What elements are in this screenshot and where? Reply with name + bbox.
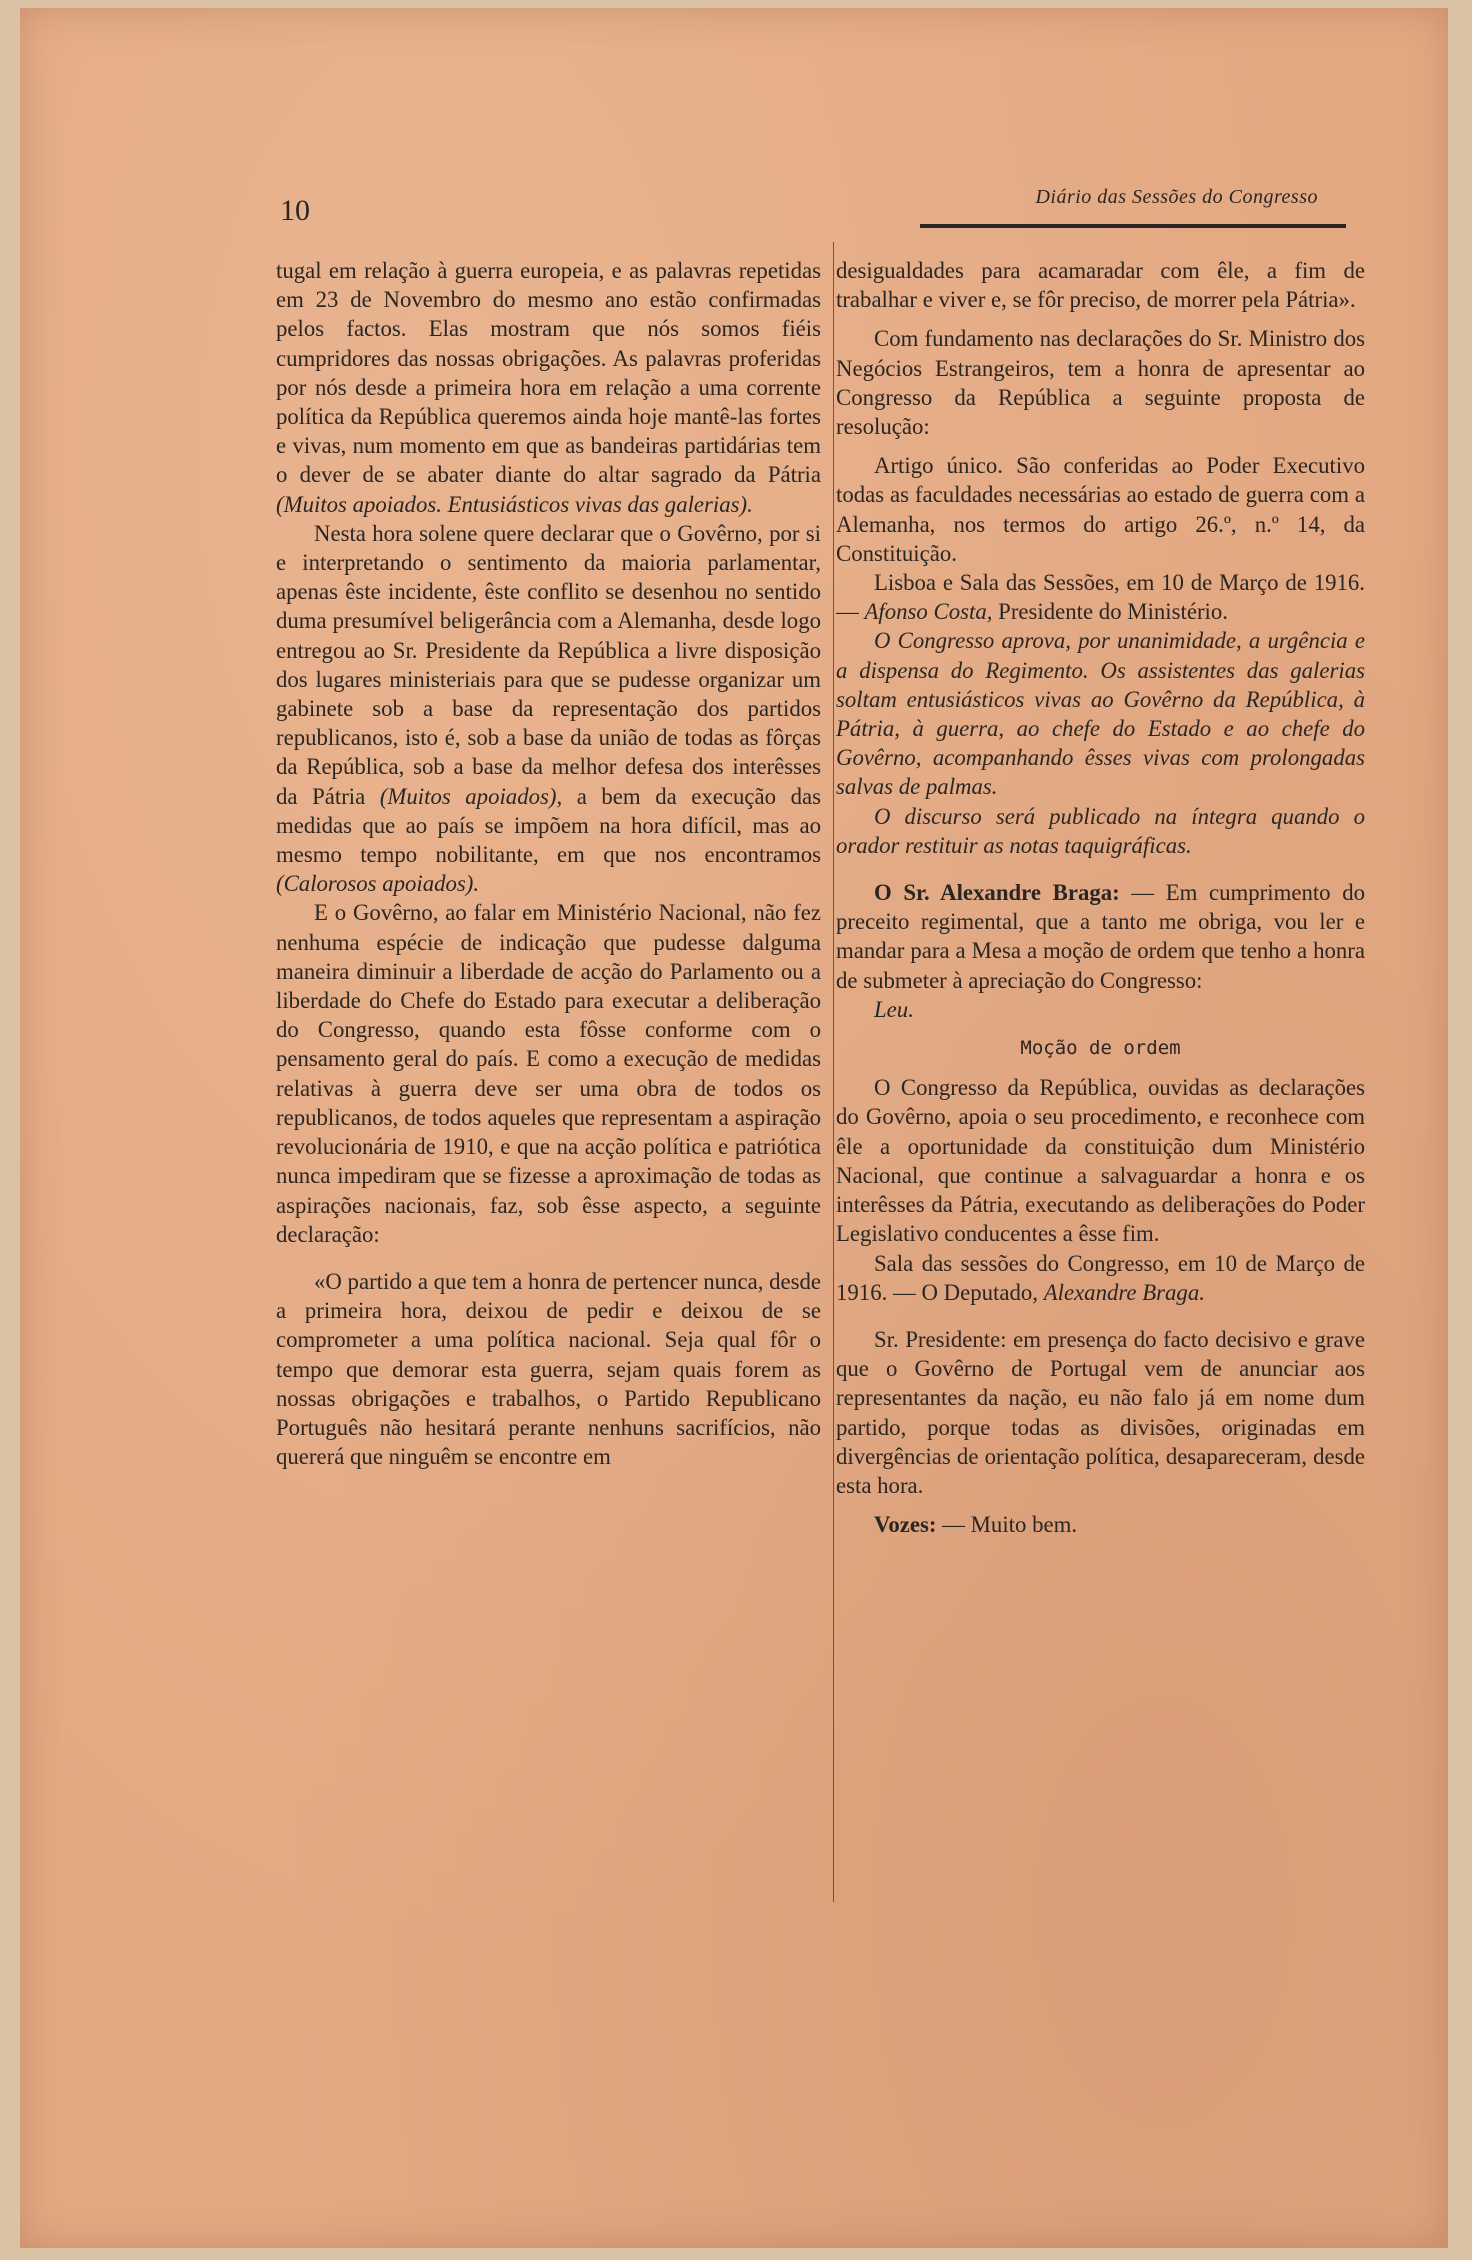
motion-text: O Congresso da República, ouvidas as declarações do Govêrno, apoia o seu procedimento, e reconhece com êle a oportunidade da constituição dum Ministério Nacional, que continue a salvaguardar a honra e os interêsses da Pátria, executando as deliberações do Poder Legislativo conducentes a êsse fim.: [836, 1075, 1365, 1247]
speaker-name: O Sr. Alexandre Braga:: [874, 880, 1120, 906]
signature-line: Lisboa e Sala das Sessões, em 10 de Março de 1916. — Afonso Costa, Presidente do Ministério.: [836, 570, 1365, 625]
party-declaration: «O partido a que tem a honra de pertencer nunca, desde a primeira hora, deixou de pedir e deixou de se comprometer a uma política nacional. Seja qual fôr o tempo que demorar esta guerra, sejam quais forem as nossas obrigações e trabalhos, o Partido Republicano Português não hesitará perante nenhuns sacrifícios, não quererá que ninguêm se encontre em: [276, 1268, 822, 1470]
paragraph: Nesta hora solene quere declarar que o Govêrno, por si e interpretando o sentimento da maioria parlamentar, apenas êste incidente, êste conflito se desenhou no sentido duma presumível beligerância com a Alemanha, desde logo entregou ao Sr. Presidente da República a livre disposição dos lugares ministeriais para que se pudesse organizar um gabinete sob a base da representação dos partidos republicanos, isto é, sob a base da união de todas as fôrças da República, sob a base da melhor defesa dos interêsses da Pátria (Muitos apoiados), a bem da execução das medidas que ao país se impõem na hora difícil, mas ao mesmo tempo nobilitante, em que nos encontramos (Calorosos apoiados).: [276, 520, 822, 897]
aside-applause: (Muitos apoiados. Entusiásticos vivas das galerias).: [276, 491, 753, 517]
resolution-article: Artigo único. São conferidas ao Poder Executivo todas as faculdades necessárias ao estado de guerra com a Alemanha, nos termos do artigo 26.º, n.º 14, da Constituição.: [836, 453, 1365, 566]
paragraph: E o Govêrno, ao falar em Ministério Nacional, não fez nenhuma espécie de indicação que pudesse dalguma maneira diminuir a liberdade de acção do Parlamento ou a liberdade do Chefe do Estado para executar a deliberação do Congresso, quando esta fôsse conforme com o pensamento geral do país. E como a execução de medidas relativas à guerra deve ser uma obra de todos os republicanos, de todos aqueles que representam a aspiração revolucionária de 1910, e que na acção política e patriótica nunca impediram que se fizesse a aproximação de todas as aspirações nacionais, faz, sob êsse aspecto, a seguinte declaração:: [276, 900, 821, 1247]
aside-applause: (Calorosos apoiados).: [276, 871, 480, 897]
header-rule: [920, 224, 1346, 228]
paragraph: Vozes: — Muito bem.: [874, 1512, 1078, 1538]
stage-direction: Leu.: [874, 996, 914, 1022]
running-title: Diário das Sessões do Congresso: [1035, 186, 1318, 208]
speaker-name: Vozes:: [874, 1512, 937, 1538]
aside-applause: (Muitos apoiados): [379, 783, 557, 809]
paragraph: Sr. Presidente: em presença do facto decisivo e grave que o Govêrno de Portugal vem de anunciar aos representantes da nação, eu não falo já em nome dum partido, porque todas as divisões, originadas em divergências de orientação política, desapareceram, desde esta hora.: [836, 1326, 1365, 1498]
paragraph: Com fundamento nas declarações do Sr. Ministro dos Negócios Estrangeiros, tem a honra de apresentar ao Congresso da República a seguinte proposta de resolução:: [836, 326, 1365, 440]
column-divider: [833, 242, 834, 1902]
signer: Alexandre Braga.: [1043, 1279, 1205, 1305]
right-column: [836, 256, 1365, 1539]
paragraph: O Sr. Alexandre Braga: — Em cumprimento do preceito regimental, que a tanto me obriga, vou ler e mandar para a Mesa a moção de ordem que tenho a honra de submeter à apreciação do Congresso:: [836, 880, 1365, 993]
page-number: 10: [280, 194, 310, 227]
proceedings-note: O discurso será publicado na íntegra quando o orador restituir as notas taquigráficas.: [836, 803, 1365, 858]
paragraph: tugal em relação à guerra europeia, e as palavras repetidas em 23 de Novembro do mesmo ano estão confirmadas pelos factos. Elas mostram que nós somos fiéis cumpridores das nossas obrigações. As palavras proferidas por nós desde a primeira hora em relação a uma corrente política da República queremos ainda hoje mantê-las fortes e vivas, num momento em que as bandeiras partidárias tem o dever de se abater diante do altar sagrado da Pátria (Muitos apoiados. Entusiásticos vivas das galerias).: [276, 258, 821, 517]
document-page: [20, 8, 1448, 2248]
signature-line: Sala das sessões do Congresso, em 10 de Março de 1916. — O Deputado, Alexandre Braga.: [836, 1250, 1365, 1305]
signer: Afonso Costa,: [864, 599, 993, 625]
paragraph: desigualdades para acamaradar com êle, a fim de trabalhar e viver e, se fôr preciso, de morrer pela Pátria».: [836, 258, 1365, 313]
left-column: [276, 256, 821, 1471]
motion-title: Moção de ordem: [1020, 1037, 1181, 1060]
proceedings-note: O Congresso aprova, por unanimidade, a urgência e a dispensa do Regimento. Os assistentes das galerias soltam entusiásticos vivas ao Govêrno da República, à Pátria, à guerra, ao chefe do Estado e ao chefe do Govêrno, acompanhando êsses vivas com prolongadas salvas de palmas.: [836, 628, 1365, 800]
